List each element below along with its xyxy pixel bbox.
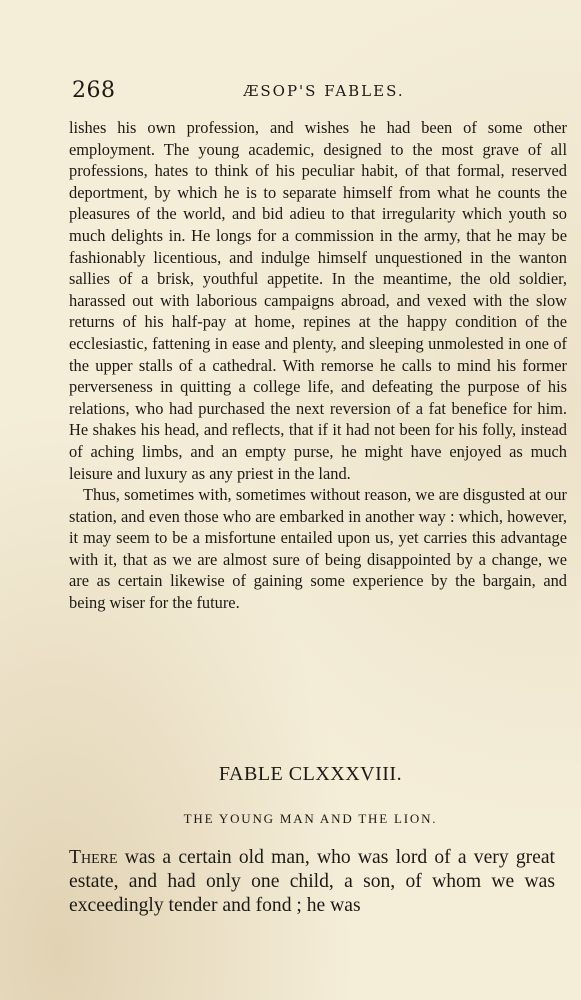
running-title: ÆSOP'S FABLES.	[243, 82, 405, 100]
page-number: 268	[72, 78, 116, 103]
fable-subtitle: THE YOUNG MAN AND THE LION.	[183, 811, 438, 826]
opening-word: There	[69, 847, 118, 868]
paragraph: Thus, sometimes with, sometimes without reason, we are disgusted at our station, and even those who are embarked in another way : which, however, it may seem to be a misfortune entailed upon us, yet carries this advantage with it, that as we are almost sure of being disappointed by a change, we are as certain likewise of gaining some experience by the bargain, and being wiser for the future.	[69, 485, 567, 613]
moral-commentary	[69, 117, 567, 614]
opening-text: was a certain old man, who was lord of a very great estate, and had only one child, a son, of whom we was exceedingly tender and fond ; he was	[69, 847, 555, 916]
page-header	[72, 78, 512, 108]
paragraph	[69, 846, 555, 918]
fable-heading: FABLE CLXXXVIII.	[218, 763, 403, 785]
fable-opening-text	[69, 846, 555, 918]
paragraph: lishes his own profession, and wishes he had been of some other employment. The young academic, designed to the most grave of all professions, hates to think of his peculiar habit, of that formal, reserved deportment, by which he is to separate himself from what he counts the pleasures of the world, and bid adieu to that irregularity which youth so much delights in. He longs for a commission in the army, that he may be fashionably licentious, and indulge himself unquestioned in the wanton sallies of a brisk, youthful appetite. In the meantime, the old soldier, harassed out with laborious campaigns abroad, and vexed with the slow returns of his half-pay at home, repines at the happy condition of the ecclesiastic, fattening in ease and plenty, and sleeping unmolested in one of the upper stalls of a cathedral. With remorse he calls to mind his former perverseness in quitting a college life, and defeating the purpose of his relations, who had purchased the next reversion of a fat benefice for him. He shakes his head, and reflects, that if it had not been for his folly, instead of aching limbs, and an empty purse, he might have enjoyed as much leisure and luxury as any priest in the land.	[69, 118, 567, 483]
